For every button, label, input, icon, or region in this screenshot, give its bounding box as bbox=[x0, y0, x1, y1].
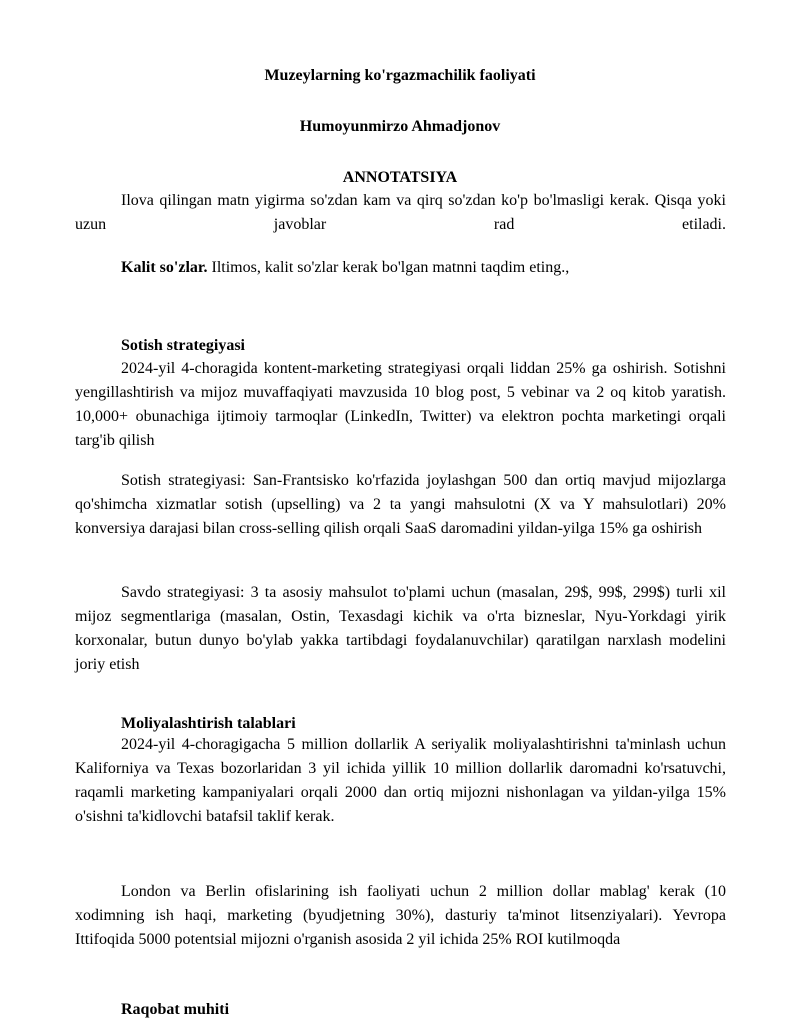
section-heading-competitive-environment: Raqobat muhiti bbox=[121, 1001, 230, 1018]
paragraph-text: Savdo strategiyasi: 3 ta asosiy mahsulot to'plami uchun (masalan, 29$, 99$, 299$) turli xil mijoz segmentlariga (masalan, Ostin, Texasdagi kichik va o'rta bizneslar, Nyu-Yorkdagi yirik korxonalar, butun dunyo bo'ylab yakka tartibdagi foydalanuvchilar) qaratilgan narxlash modelini joriy etish bbox=[75, 584, 726, 673]
keywords-line bbox=[121, 256, 569, 280]
section-heading-sales-strategy: Sotish strategiyasi bbox=[121, 337, 245, 354]
section-paragraph bbox=[75, 581, 726, 677]
keywords-text: Iltimos, kalit so'zlar kerak bo'lgan matnni taqdim eting., bbox=[207, 259, 570, 276]
paragraph-text: London va Berlin ofislarining ish faoliyati uchun 2 million dollar mablag' kerak (10 xodimning ish haqi, marketing (byudjetning 30%), dasturiy ta'minot litsenziyalari). Yevropa Ittifoqida 5000 potentsial mijozni o'rganish asosida 2 yil ichida 25% ROI kutilmoqda bbox=[75, 883, 726, 948]
section-heading-funding-requirements: Moliyalashtirish talablari bbox=[121, 715, 296, 732]
section-paragraph bbox=[75, 357, 726, 453]
paragraph-text: 2024-yil 4-choragida kontent-marketing strategiyasi orqali liddan 25% ga oshirish. Sotishni yengillashtirish va mijoz muvaffaqiyati mavzusida 10 blog post, 5 vebinar va 2 oq kitob yaratish. 10,000+ obunachiga ijtimoiy tarmoqlar (LinkedIn, Twitter) va elektron pochta marketingi orqali targ'ib qilish bbox=[75, 360, 726, 449]
section-paragraph bbox=[75, 880, 726, 952]
document-title: Muzeylarning ko'rgazmachilik faoliyati bbox=[264, 67, 536, 84]
annotation-heading: ANNOTATSIYA bbox=[342, 169, 458, 186]
paragraph-text: 2024-yil 4-choragigacha 5 million dollarlik A seriyalik moliyalashtirishni ta'minlash uchun Kaliforniya va Texas bozorlaridan 3 yil ichida yillik 10 million dollarlik daromadni ko'rsatuvchi, raqamli marketing kampaniyalari orqali 2000 dan ortiq mijozni nishonlagan va yildan-yilga 15% o'sishni ta'kidlovchi batafsil taklif kerak. bbox=[75, 736, 726, 825]
annotation-block bbox=[75, 189, 726, 237]
document-author: Humoyunmirzo Ahmadjonov bbox=[299, 118, 501, 135]
paragraph-text: Sotish strategiyasi: San-Frantsisko ko'rfazida joylashgan 500 dan ortiq mavjud mijozlarga qo'shimcha xizmatlar sotish (upselling) va 2 ta yangi mahsulotni (X va Y mahsulotlari) 20% konversiya darajasi bilan cross-selling qilish orqali SaaS daromadini yildan-yilga 15% ga oshirish bbox=[75, 472, 726, 537]
section-paragraph bbox=[75, 733, 726, 829]
keywords-label: Kalit so'zlar. bbox=[121, 259, 208, 276]
section-paragraph bbox=[75, 469, 726, 541]
annotation-text: Ilova qilingan matn yigirma so'zdan kam va qirq so'zdan ko'p bo'lmasligi kerak. Qisqa yoki uzun javoblar rad etiladi. bbox=[75, 192, 726, 233]
